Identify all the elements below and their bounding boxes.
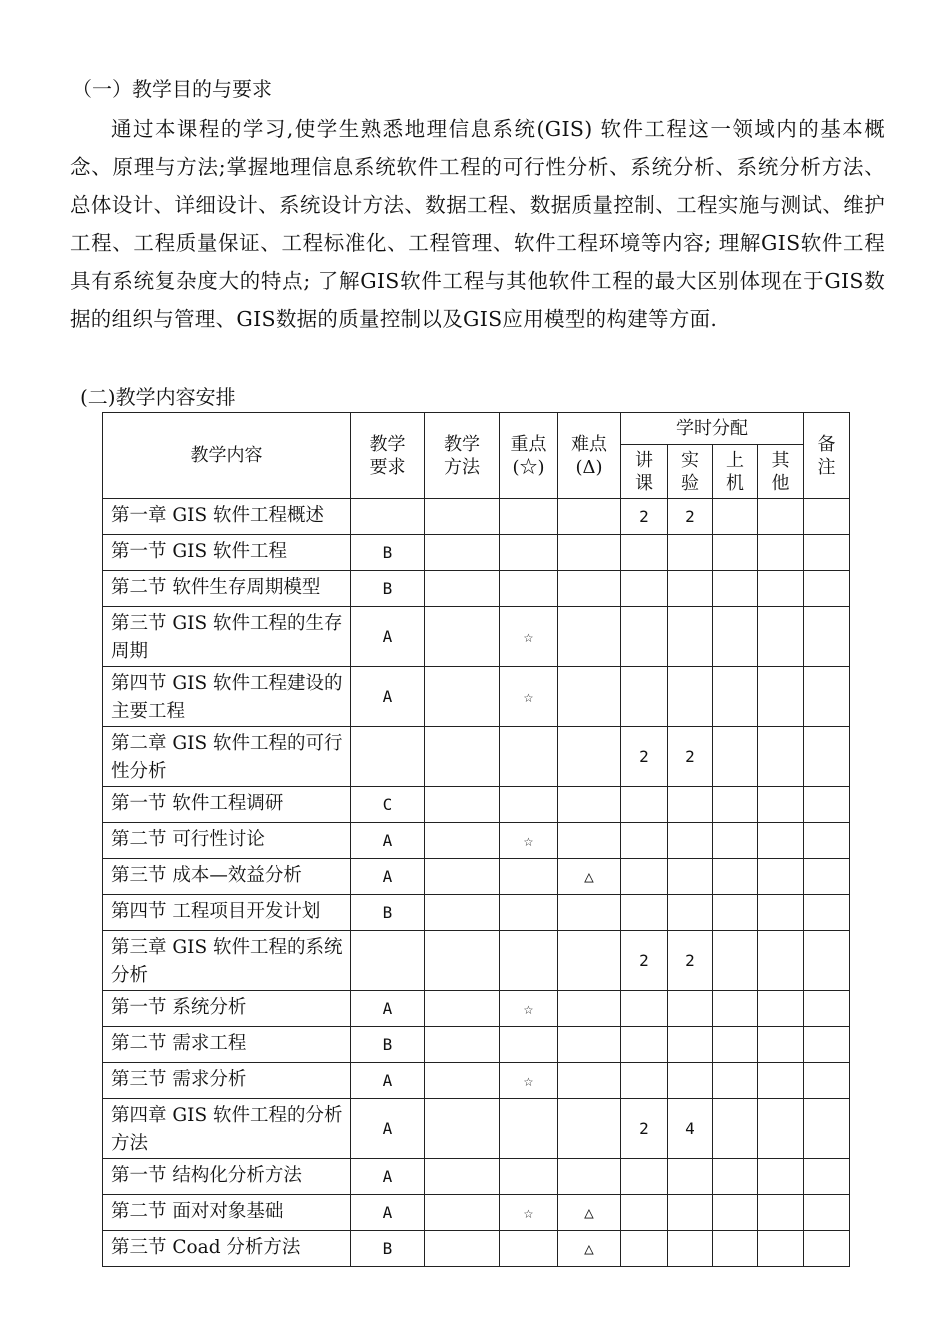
row-other-hours <box>758 571 804 607</box>
row-requirement: A <box>351 667 425 727</box>
row-content: 第三节 需求分析 <box>103 1063 351 1099</box>
row-computer-hours <box>713 607 758 667</box>
row-lecture-hours: 2 <box>621 1099 668 1159</box>
table-row <box>103 787 850 823</box>
row-key-point: ☆ <box>500 667 558 727</box>
row-lecture-hours <box>621 787 668 823</box>
row-other-hours <box>758 1027 804 1063</box>
row-difficult-point <box>558 787 621 823</box>
row-experiment-hours <box>668 1027 713 1063</box>
table-row <box>103 571 850 607</box>
row-computer-hours <box>713 895 758 931</box>
row-key-point <box>500 571 558 607</box>
row-method <box>425 1159 500 1195</box>
row-computer-hours <box>713 1159 758 1195</box>
row-computer-hours <box>713 1231 758 1267</box>
row-content: 第四章 GIS 软件工程的分析方法 <box>103 1099 351 1159</box>
table-row <box>103 1195 850 1231</box>
row-method <box>425 895 500 931</box>
row-computer-hours <box>713 823 758 859</box>
row-computer-hours <box>713 1099 758 1159</box>
row-difficult-point <box>558 1159 621 1195</box>
row-method <box>425 571 500 607</box>
table-row <box>103 991 850 1027</box>
row-other-hours <box>758 931 804 991</box>
row-key-point: ☆ <box>500 991 558 1027</box>
row-content: 第四节 GIS 软件工程建设的主要工程 <box>103 667 351 727</box>
row-note <box>804 1063 850 1099</box>
row-key-point <box>500 859 558 895</box>
row-requirement: A <box>351 1099 425 1159</box>
row-key-point <box>500 727 558 787</box>
row-lecture-hours <box>621 895 668 931</box>
row-requirement <box>351 727 425 787</box>
header-note: 备注 <box>804 413 850 499</box>
row-experiment-hours <box>668 823 713 859</box>
row-note <box>804 499 850 535</box>
row-note <box>804 667 850 727</box>
row-difficult-point <box>558 1063 621 1099</box>
row-experiment-hours <box>668 535 713 571</box>
row-note <box>804 607 850 667</box>
table-row <box>103 727 850 787</box>
row-other-hours <box>758 499 804 535</box>
row-method <box>425 607 500 667</box>
row-requirement: B <box>351 1231 425 1267</box>
table-row <box>103 1159 850 1195</box>
row-method <box>425 991 500 1027</box>
row-lecture-hours <box>621 667 668 727</box>
row-note <box>804 1231 850 1267</box>
row-content: 第一章 GIS 软件工程概述 <box>103 499 351 535</box>
row-experiment-hours <box>668 1231 713 1267</box>
row-note <box>804 823 850 859</box>
row-method <box>425 535 500 571</box>
table-row <box>103 499 850 535</box>
row-content: 第二节 可行性讨论 <box>103 823 351 859</box>
row-difficult-point <box>558 535 621 571</box>
row-requirement: C <box>351 787 425 823</box>
row-note <box>804 859 850 895</box>
row-content: 第一节 结构化分析方法 <box>103 1159 351 1195</box>
row-computer-hours <box>713 667 758 727</box>
row-computer-hours <box>713 859 758 895</box>
table-row <box>103 931 850 991</box>
row-difficult-point <box>558 571 621 607</box>
table-row <box>103 667 850 727</box>
header-requirement: 教学要求 <box>351 413 425 499</box>
row-note <box>804 991 850 1027</box>
row-content: 第一节 软件工程调研 <box>103 787 351 823</box>
table-row <box>103 1099 850 1159</box>
row-difficult-point <box>558 991 621 1027</box>
row-method <box>425 859 500 895</box>
table-row <box>103 607 850 667</box>
header-lecture: 讲课 <box>621 445 668 499</box>
row-lecture-hours <box>621 607 668 667</box>
row-lecture-hours <box>621 1195 668 1231</box>
row-method <box>425 1099 500 1159</box>
row-key-point <box>500 1099 558 1159</box>
row-experiment-hours <box>668 1063 713 1099</box>
row-difficult-point <box>558 1099 621 1159</box>
row-key-point <box>500 1159 558 1195</box>
row-experiment-hours <box>668 787 713 823</box>
row-difficult-point <box>558 823 621 859</box>
row-other-hours <box>758 667 804 727</box>
row-computer-hours <box>713 991 758 1027</box>
row-content: 第二节 面对对象基础 <box>103 1195 351 1231</box>
row-note <box>804 1027 850 1063</box>
row-method <box>425 727 500 787</box>
row-experiment-hours <box>668 571 713 607</box>
row-key-point: ☆ <box>500 1063 558 1099</box>
row-lecture-hours <box>621 1159 668 1195</box>
row-requirement: A <box>351 823 425 859</box>
row-lecture-hours <box>621 571 668 607</box>
row-computer-hours <box>713 931 758 991</box>
row-requirement: B <box>351 895 425 931</box>
row-requirement <box>351 499 425 535</box>
row-lecture-hours <box>621 1027 668 1063</box>
row-difficult-point <box>558 931 621 991</box>
table-row <box>103 1027 850 1063</box>
row-difficult-point <box>558 499 621 535</box>
header-key-point: 重点(☆) <box>500 413 558 499</box>
row-key-point <box>500 931 558 991</box>
row-lecture-hours: 2 <box>621 727 668 787</box>
row-content: 第四节 工程项目开发计划 <box>103 895 351 931</box>
row-content: 第一节 GIS 软件工程 <box>103 535 351 571</box>
row-key-point: ☆ <box>500 607 558 667</box>
header-difficult-point: 难点(Δ) <box>558 413 621 499</box>
row-other-hours <box>758 607 804 667</box>
section-1-title: （一）教学目的与要求 <box>72 77 272 101</box>
header-hours: 学时分配 <box>621 413 804 445</box>
row-difficult-point <box>558 667 621 727</box>
row-content: 第三章 GIS 软件工程的系统分析 <box>103 931 351 991</box>
row-key-point: ☆ <box>500 1195 558 1231</box>
row-lecture-hours <box>621 823 668 859</box>
row-other-hours <box>758 1159 804 1195</box>
row-key-point <box>500 499 558 535</box>
row-difficult-point <box>558 607 621 667</box>
row-experiment-hours: 2 <box>668 499 713 535</box>
row-note <box>804 571 850 607</box>
row-note <box>804 1195 850 1231</box>
row-experiment-hours <box>668 667 713 727</box>
header-experiment: 实验 <box>668 445 713 499</box>
row-note <box>804 895 850 931</box>
row-difficult-point <box>558 727 621 787</box>
row-key-point <box>500 1231 558 1267</box>
row-lecture-hours <box>621 1063 668 1099</box>
row-other-hours <box>758 1195 804 1231</box>
row-requirement: A <box>351 607 425 667</box>
row-computer-hours <box>713 571 758 607</box>
row-method <box>425 931 500 991</box>
row-other-hours <box>758 787 804 823</box>
row-content: 第二节 软件生存周期模型 <box>103 571 351 607</box>
row-method <box>425 499 500 535</box>
row-note <box>804 931 850 991</box>
row-other-hours <box>758 535 804 571</box>
row-other-hours <box>758 1099 804 1159</box>
row-requirement: B <box>351 571 425 607</box>
row-computer-hours <box>713 1027 758 1063</box>
row-note <box>804 1099 850 1159</box>
row-computer-hours <box>713 727 758 787</box>
row-requirement: B <box>351 535 425 571</box>
row-lecture-hours <box>621 859 668 895</box>
row-other-hours <box>758 823 804 859</box>
row-method <box>425 823 500 859</box>
table-row <box>103 895 850 931</box>
row-experiment-hours <box>668 607 713 667</box>
table-row <box>103 1063 850 1099</box>
row-computer-hours <box>713 1195 758 1231</box>
row-note <box>804 787 850 823</box>
header-content: 教学内容 <box>103 413 351 499</box>
table-row <box>103 859 850 895</box>
row-other-hours <box>758 1231 804 1267</box>
row-key-point: ☆ <box>500 823 558 859</box>
table-row <box>103 1231 850 1267</box>
row-requirement: A <box>351 1159 425 1195</box>
row-difficult-point: △ <box>558 1231 621 1267</box>
row-requirement <box>351 931 425 991</box>
row-method <box>425 1027 500 1063</box>
row-experiment-hours <box>668 895 713 931</box>
row-lecture-hours: 2 <box>621 931 668 991</box>
row-experiment-hours: 2 <box>668 931 713 991</box>
row-experiment-hours <box>668 1195 713 1231</box>
row-note <box>804 1159 850 1195</box>
schedule-table <box>102 412 850 1267</box>
row-method <box>425 667 500 727</box>
row-lecture-hours <box>621 991 668 1027</box>
row-key-point <box>500 787 558 823</box>
row-experiment-hours <box>668 1159 713 1195</box>
row-requirement: B <box>351 1027 425 1063</box>
row-lecture-hours <box>621 535 668 571</box>
row-method <box>425 787 500 823</box>
row-note <box>804 535 850 571</box>
table-row <box>103 535 850 571</box>
row-content: 第三节 成本—效益分析 <box>103 859 351 895</box>
row-computer-hours <box>713 535 758 571</box>
row-difficult-point: △ <box>558 859 621 895</box>
row-requirement: A <box>351 991 425 1027</box>
row-lecture-hours <box>621 1231 668 1267</box>
row-difficult-point <box>558 1027 621 1063</box>
row-experiment-hours <box>668 991 713 1027</box>
row-method <box>425 1195 500 1231</box>
row-difficult-point <box>558 895 621 931</box>
row-key-point <box>500 895 558 931</box>
header-method: 教学方法 <box>425 413 500 499</box>
row-other-hours <box>758 895 804 931</box>
row-content: 第一节 系统分析 <box>103 991 351 1027</box>
row-requirement: A <box>351 859 425 895</box>
row-requirement: A <box>351 1063 425 1099</box>
header-other: 其他 <box>758 445 804 499</box>
table-row <box>103 823 850 859</box>
row-content: 第二节 需求工程 <box>103 1027 351 1063</box>
row-experiment-hours <box>668 859 713 895</box>
row-content: 第三节 GIS 软件工程的生存周期 <box>103 607 351 667</box>
section-2-title: (二)教学内容安排 <box>80 385 236 409</box>
row-method <box>425 1063 500 1099</box>
row-difficult-point: △ <box>558 1195 621 1231</box>
row-experiment-hours: 2 <box>668 727 713 787</box>
header-computer: 上机 <box>713 445 758 499</box>
row-note <box>804 727 850 787</box>
row-other-hours <box>758 1063 804 1099</box>
row-content: 第三节 Coad 分析方法 <box>103 1231 351 1267</box>
row-experiment-hours: 4 <box>668 1099 713 1159</box>
row-key-point <box>500 535 558 571</box>
row-computer-hours <box>713 499 758 535</box>
row-other-hours <box>758 727 804 787</box>
row-computer-hours <box>713 1063 758 1099</box>
row-other-hours <box>758 991 804 1027</box>
row-requirement: A <box>351 1195 425 1231</box>
row-content: 第二章 GIS 软件工程的可行性分析 <box>103 727 351 787</box>
section-1-body: 通过本课程的学习,使学生熟悉地理信息系统(GIS) 软件工程这一领域内的基本概念、原理与方法;掌握地理信息系统软件工程的可行性分析、系统分析、系统分析方法、总体设计、详细设计、系统设计方法、数据工程、数据质量控制、工程实施与测试、维护工程、工程质量保证、工程标准化、工程管理、软件工程环境等内容; 理解GIS软件工程具有系统复杂度大的特点; 了解GIS软件工程与其他软件工程的最大区别体现在于GIS数据的组织与管理、GIS数据的质量控制以及GIS应用模型的构建等方面. <box>70 117 885 331</box>
row-computer-hours <box>713 787 758 823</box>
row-key-point <box>500 1027 558 1063</box>
row-method <box>425 1231 500 1267</box>
row-lecture-hours: 2 <box>621 499 668 535</box>
row-other-hours <box>758 859 804 895</box>
